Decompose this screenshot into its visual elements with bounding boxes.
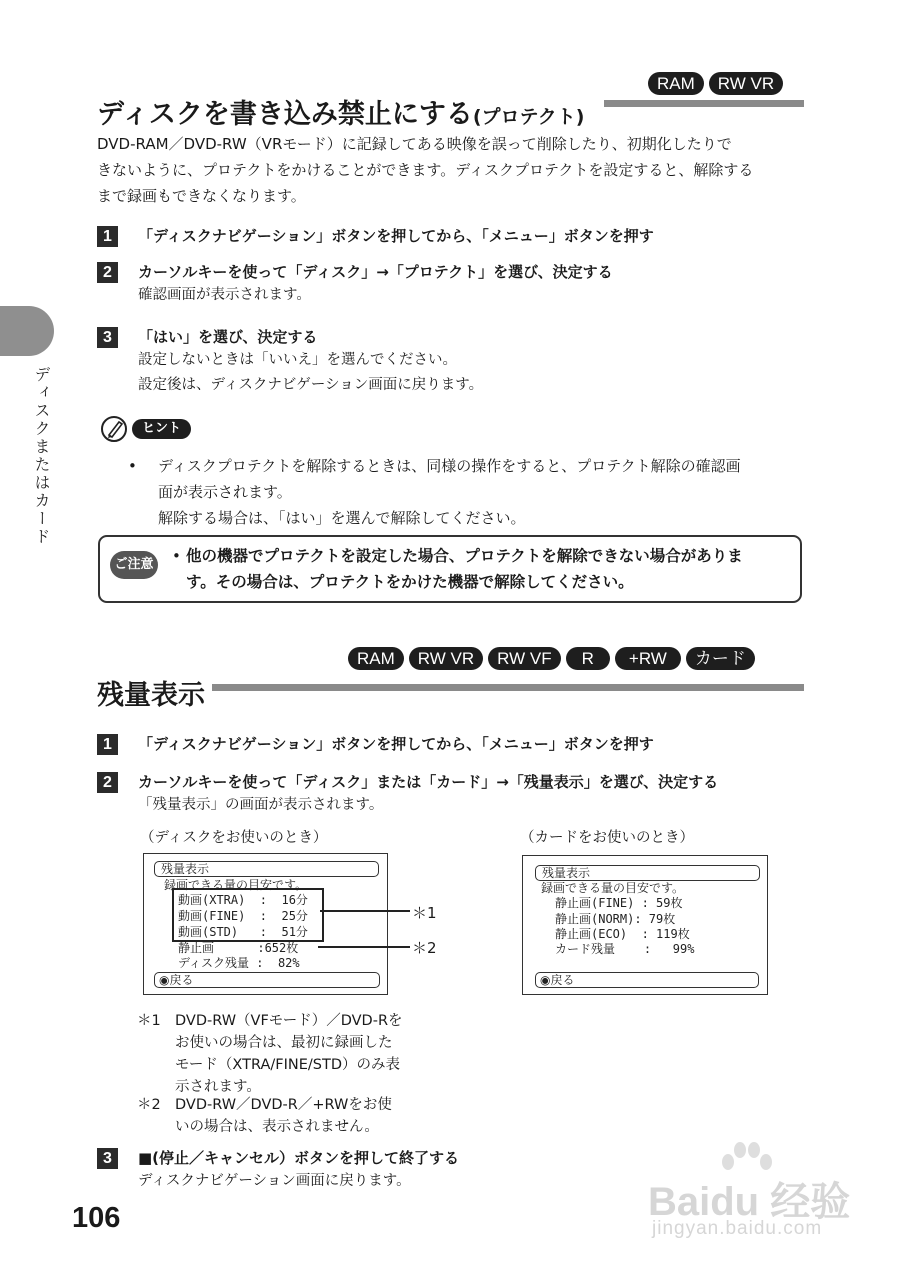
note-mark: ＊2: [137, 1097, 161, 1113]
badge-card: カード: [686, 647, 755, 670]
caption-card: （カードをお使いのとき）: [520, 830, 694, 846]
note-mark: ＊1: [137, 1013, 161, 1029]
callout1-highlight-box: [172, 888, 324, 942]
hint-label: ヒント: [132, 419, 191, 439]
badge-ram: RAM: [648, 72, 704, 95]
screen-back: ◉戻る: [154, 972, 380, 988]
step-body: 「残量表示」の画面が表示されます。: [138, 797, 384, 813]
section2-title: 残量表示: [97, 680, 205, 711]
callout1-label: ＊1: [412, 904, 437, 922]
step-number: 3: [97, 1148, 118, 1169]
step-body: 確認画面が表示されます。: [138, 287, 311, 303]
badge-rw-vf: RW VF: [488, 647, 560, 670]
screen-row: カード残量 : 99%: [555, 942, 695, 956]
caution-body: [186, 543, 798, 595]
section1-intro: [97, 131, 807, 209]
badge-r: R: [566, 647, 610, 670]
card-remaining-screen: [522, 855, 768, 995]
callout2-label: ＊2: [412, 939, 437, 957]
hint-pencil-icon: [100, 414, 130, 444]
note-line: DVD-RW／DVD-R／+RWをお使: [175, 1097, 392, 1113]
watermark-url: jingyan.baidu.com: [652, 1218, 823, 1239]
callout1-line: [320, 910, 410, 912]
step-title: 「はい」を選び、決定する: [138, 328, 318, 346]
section2-rule: [212, 684, 804, 691]
hint-bullet: •: [128, 457, 137, 475]
caption-disc: （ディスクをお使いのとき）: [140, 830, 328, 846]
caution-label: ご注意: [110, 551, 158, 579]
step-body: ディスクナビゲーション画面に戻ります。: [138, 1173, 411, 1189]
step-body: 設定後は、ディスクナビゲーション画面に戻ります。: [138, 377, 484, 393]
screen-subtitle: 録画できる量の目安です。: [541, 881, 685, 895]
screen-row: ディスク残量 : 82%: [178, 956, 300, 970]
screen-row: 静止画 :652枚: [178, 941, 299, 955]
step-number: 1: [97, 734, 118, 755]
screen-title: 残量表示: [154, 861, 379, 877]
screen-row: 動画(XTRA) : 16分: [178, 893, 308, 907]
section1-badges: [648, 72, 783, 95]
note-2: [137, 1094, 437, 1138]
badge-rw-vr: RW VR: [709, 72, 783, 95]
page-number: 106: [72, 1202, 121, 1234]
step-number: 2: [97, 262, 118, 283]
step-body: 設定しないときは「いいえ」を選んでください。: [138, 352, 457, 368]
intro-line: DVD-RAM／DVD-RW（VRモード）に記録してある映像を誤って削除したり、初期化したりで: [97, 135, 732, 153]
step-number: 2: [97, 772, 118, 793]
section1-title: [97, 92, 584, 131]
hint-line: 面が表示されます。: [158, 483, 292, 501]
section1-title-main: ディスクを書き込み禁止にする: [97, 99, 473, 130]
screen-row: 動画(STD) : 51分: [178, 925, 308, 939]
note-line: いの場合は、表示されません。: [175, 1119, 379, 1135]
step-title: 「ディスクナビゲーション」ボタンを押してから、「メニュー」ボタンを押す: [138, 227, 654, 245]
badge-ram: RAM: [348, 647, 404, 670]
caution-bullet: •: [172, 547, 181, 565]
s2-step-3: [97, 1148, 459, 1194]
note-line: お使いの場合は、最初に録画した: [175, 1035, 393, 1051]
s1-step-2: [97, 262, 613, 308]
hint-body: [158, 453, 808, 531]
badge-plus-rw: +RW: [615, 647, 681, 670]
hint-line: 解除する場合は、「はい」を選んで解除してください。: [158, 509, 526, 527]
callout2-line: [318, 946, 410, 948]
note-line: DVD-RW（VFモード）／DVD-Rを: [175, 1013, 403, 1029]
side-tab-marker: [0, 306, 54, 356]
section1-rule: [604, 100, 804, 107]
note-line: 示されます。: [175, 1079, 261, 1095]
caution-line: す。その場合は、プロテクトをかけた機器で解除してください。: [186, 573, 634, 591]
s1-step-3: [97, 327, 483, 398]
step-title: 「ディスクナビゲーション」ボタンを押してから、「メニュー」ボタンを押す: [138, 735, 654, 753]
note-1: [137, 1010, 437, 1098]
note-line: モード（XTRA/FINE/STD）のみ表: [175, 1057, 400, 1073]
s2-step-2: [97, 772, 718, 818]
side-tab-label: ディスクまたはカード: [32, 366, 51, 546]
badge-rw-vr: RW VR: [409, 647, 483, 670]
caution-line: 他の機器でプロテクトを設定した場合、プロテクトを解除できない場合がありま: [186, 547, 743, 565]
section2-badges: [348, 647, 755, 670]
screen-row: 静止画(FINE) : 59枚: [555, 896, 683, 910]
step-title: カーソルキーを使って「ディスク」または「カード」→「残量表示」を選び、決定する: [138, 773, 719, 791]
watermark-paw-icon: [716, 1140, 776, 1180]
section1-title-sub: (プロテクト): [472, 106, 585, 128]
hint-header: [100, 414, 191, 444]
screen-row: 静止画(ECO) : 119枚: [555, 927, 690, 941]
step-title: ■(停止／キャンセル）ボタンを押して終了する: [138, 1149, 460, 1167]
intro-line: きないように、プロテクトをかけることができます。ディスクプロテクトを設定すると、解除する: [97, 161, 754, 179]
step-number: 1: [97, 226, 118, 247]
step-number: 3: [97, 327, 118, 348]
s2-step-1: [97, 734, 654, 755]
watermark-brand: Baidu 经验: [648, 1180, 851, 1224]
screen-back: ◉戻る: [535, 972, 759, 988]
hint-line: ディスクプロテクトを解除するときは、同様の操作をすると、プロテクト解除の確認画: [158, 457, 741, 475]
screen-subtitle: 録画できる量の目安です。: [164, 878, 308, 892]
screen-title: 残量表示: [535, 865, 760, 881]
s1-step-1: [97, 226, 654, 247]
step-title: カーソルキーを使って「ディスク」→「プロテクト」を選び、決定する: [138, 263, 613, 281]
screen-row: 動画(FINE) : 25分: [178, 909, 308, 923]
intro-line: まで録画もできなくなります。: [97, 187, 306, 205]
caution-box: [98, 535, 802, 603]
screen-row: 静止画(NORM): 79枚: [555, 912, 676, 926]
